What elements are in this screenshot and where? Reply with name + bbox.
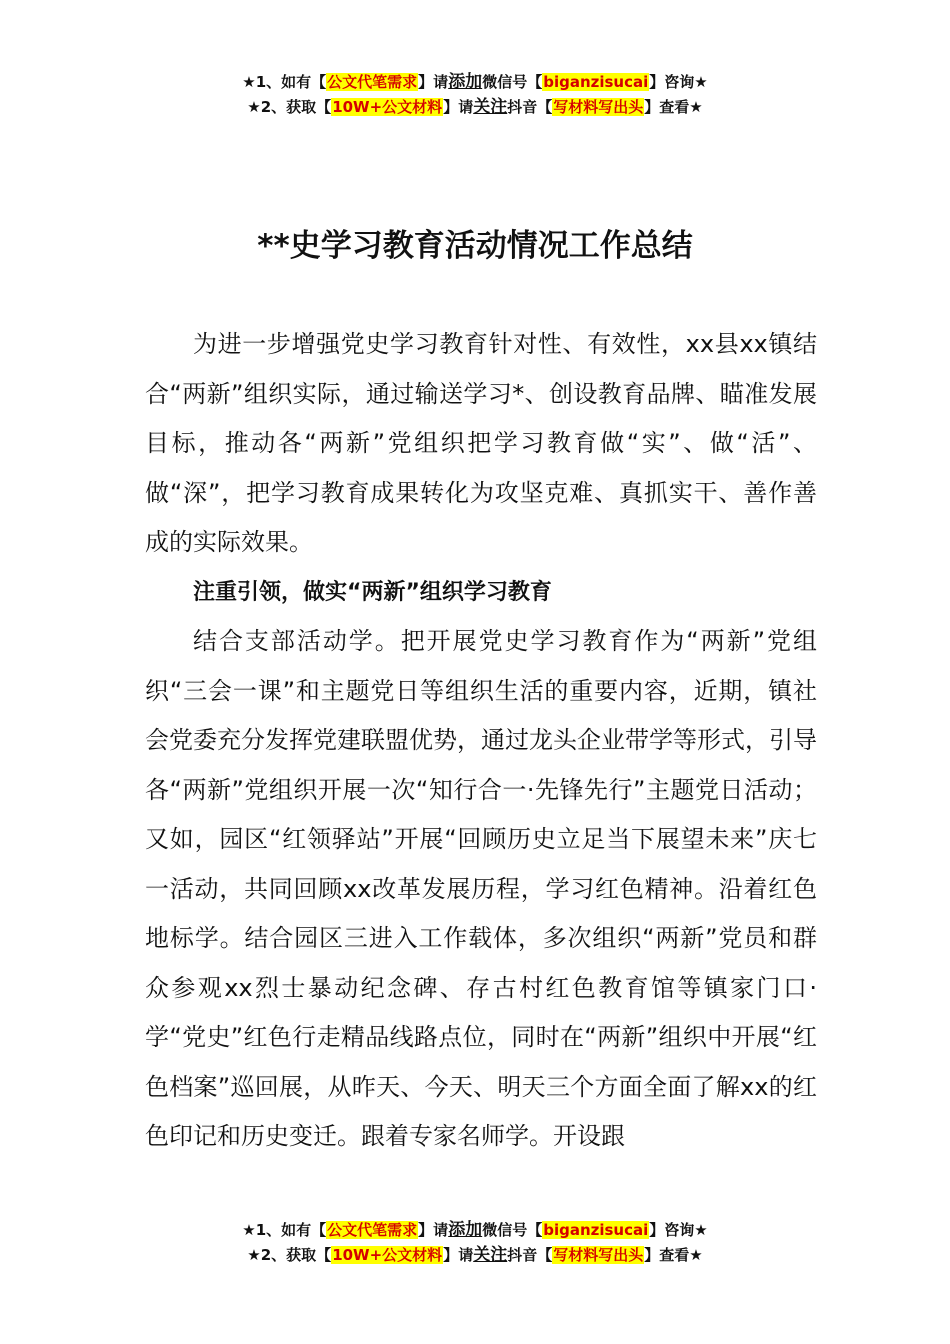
promo-highlight: 公文代笔需求: [327, 1221, 418, 1239]
promo-highlight: 写材料写出头: [553, 1246, 644, 1264]
document-title: **史学习教育活动情况工作总结: [257, 228, 693, 264]
promo-text: ★2、获取【: [247, 98, 332, 116]
promo-highlight: biganzisucai: [543, 1221, 649, 1239]
promo-highlight: 10W+公文材料: [332, 98, 443, 116]
promo-text: 】请: [443, 98, 474, 116]
promo-text: 】请: [443, 1246, 474, 1264]
promo-underline: 关注: [473, 1245, 508, 1265]
promo-text: 抖音【: [507, 98, 553, 116]
promo-line-2: [0, 95, 950, 120]
promo-text: 】查看★: [644, 98, 703, 116]
promo-text: 微信号【: [482, 73, 543, 91]
promo-line-1: [0, 70, 950, 95]
section-heading: 注重引领，做实“两新”组织学习教育: [193, 579, 552, 605]
promo-highlight: biganzisucai: [543, 73, 649, 91]
paragraph-intro: 为进一步增强党史学习教育针对性、有效性，xx县xx镇结合“两新”组织实际，通过输送学习*、创设教育品牌、瞄准发展目标，推动各“两新”党组织把学习教育做“实”、做“活”、做“深”，把学习教育成果转化为攻坚克难、真抓实干、善作善成的实际效果。: [145, 330, 817, 556]
promo-text: 抖音【: [507, 1246, 553, 1264]
promo-line-1: [0, 1218, 950, 1243]
promo-underline: 关注: [473, 97, 508, 117]
promo-highlight: 写材料写出头: [553, 98, 644, 116]
promo-line-2: [0, 1243, 950, 1268]
promo-highlight: 公文代笔需求: [327, 73, 418, 91]
promo-text: 】查看★: [644, 1246, 703, 1264]
promo-text: ★2、获取【: [247, 1246, 332, 1264]
promo-underline: 添加: [448, 72, 483, 92]
bottom-promo-banner: [0, 1218, 950, 1268]
promo-text: 】咨询★: [649, 1221, 708, 1239]
promo-underline: 添加: [448, 1220, 483, 1240]
document-body: [145, 320, 817, 1162]
promo-text: 】咨询★: [649, 73, 708, 91]
promo-text: 微信号【: [482, 1221, 543, 1239]
promo-text: 】请: [418, 1221, 449, 1239]
top-promo-banner: [0, 70, 950, 120]
promo-text: ★1、如有【: [242, 1221, 327, 1239]
paragraph-section-1: 结合支部活动学。把开展党史学习教育作为“两新”党组织“三会一课”和主题党日等组织生活的重要内容，近期，镇社会党委充分发挥党建联盟优势，通过龙头企业带学等形式，引导各“两新”党组织开展一次“知行合一·先锋先行”主题党日活动；又如，园区“红领驿站”开展“回顾历史立足当下展望未来”庆七一活动，共同回顾xx改革发展历程，学习红色精神。沿着红色地标学。结合园区三进入工作载体，多次组织“两新”党员和群众参观xx烈士暴动纪念碑、存古村红色教育馆等镇家门口·学“党史”红色行走精品线路点位，同时在“两新”组织中开展“红色档案”巡回展，从昨天、今天、明天三个方面全面了解xx的红色印记和历史变迁。跟着专家名师学。开设跟: [145, 627, 817, 1150]
promo-text: 】请: [418, 73, 449, 91]
promo-text: ★1、如有【: [242, 73, 327, 91]
promo-highlight: 10W+公文材料: [332, 1246, 443, 1264]
